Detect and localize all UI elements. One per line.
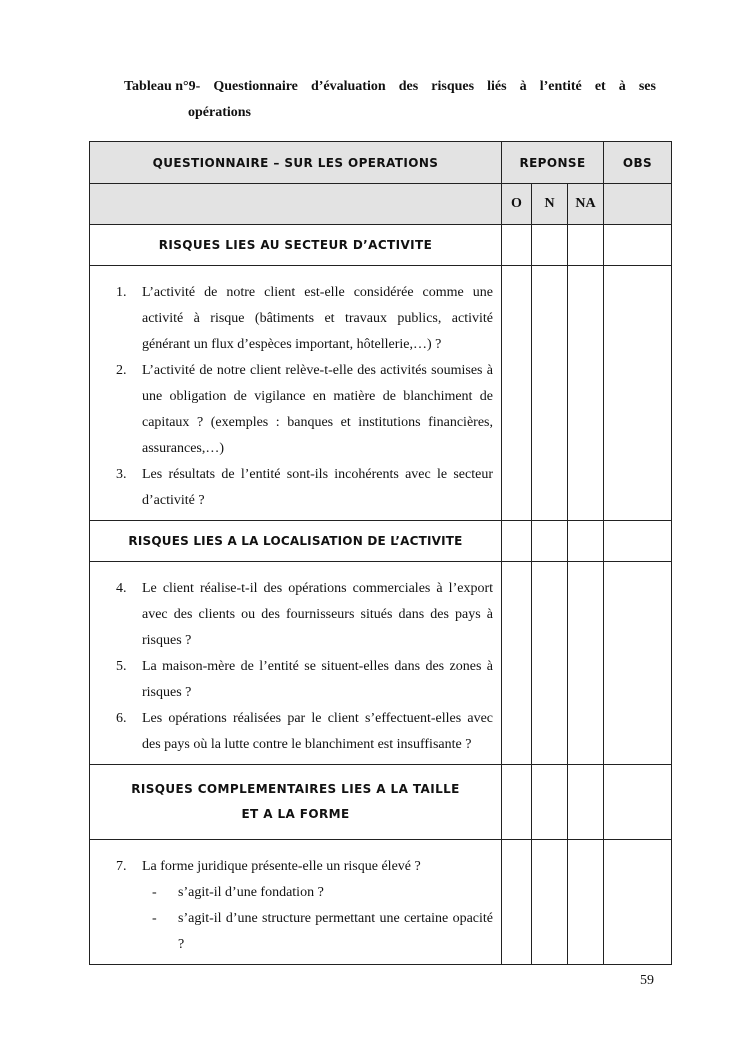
obs-cell[interactable] xyxy=(604,840,672,965)
question-text: s’agit-il d’une structure permettant une certaine opacité ? xyxy=(178,911,493,952)
question-number: 2. xyxy=(116,363,127,378)
caption-word: Questionnaire xyxy=(213,79,298,94)
answer-cell-o[interactable] xyxy=(502,266,532,521)
obs-cell[interactable] xyxy=(604,562,672,765)
header-obs: OBS xyxy=(604,142,672,184)
caption-word: à xyxy=(618,79,626,94)
question-number: 4. xyxy=(116,581,127,596)
section-title-row xyxy=(90,765,672,840)
subitem-dash: - xyxy=(152,911,157,926)
section-title-taille xyxy=(90,765,502,840)
question-text: L’activité de notre client relève-t-elle des activités soumises à une obligation de vigilance en matière de blanchiment de capitaux ? (exemples : banques et institutions financières, assurances,…) xyxy=(142,363,493,456)
question-text: Les résultats de l’entité sont-ils incohérents avec le secteur d’activité ? xyxy=(142,467,493,508)
question-text: L’activité de notre client est-elle considérée comme une activité à risque (bâtiments et travaux publics, activité générant un flux d’espèces important, hôtellerie,…) ? xyxy=(142,285,493,352)
answer-cell-n[interactable] xyxy=(532,840,568,965)
question-item xyxy=(116,462,493,514)
caption-word: liés xyxy=(487,79,507,94)
question-item xyxy=(116,358,493,462)
answer-cell-na[interactable] xyxy=(568,840,604,965)
obs-cell[interactable] xyxy=(604,225,672,266)
section-title-localisation: RISQUES LIES A LA LOCALISATION DE L’ACTIVITE xyxy=(90,521,502,562)
answer-cell-o[interactable] xyxy=(502,521,532,562)
header-col-n: N xyxy=(532,184,568,225)
obs-cell[interactable] xyxy=(604,266,672,521)
question-text: La maison-mère de l’entité se situent-elles dans des zones à risques ? xyxy=(142,659,493,700)
answer-cell-na[interactable] xyxy=(568,225,604,266)
caption-word: l’entité xyxy=(539,79,582,94)
answer-cell-na[interactable] xyxy=(568,765,604,840)
question-item xyxy=(116,706,493,758)
caption-line2: opérations xyxy=(188,105,251,120)
caption-word: des xyxy=(398,79,419,94)
answer-cell-na[interactable] xyxy=(568,521,604,562)
question-subitem xyxy=(116,906,493,958)
answer-cell-o[interactable] xyxy=(502,765,532,840)
page-number: 59 xyxy=(640,973,654,988)
caption-label: Tableau n°9- xyxy=(124,79,201,94)
caption-word: à xyxy=(519,79,527,94)
subheader-row xyxy=(90,184,672,225)
answer-cell-o[interactable] xyxy=(502,225,532,266)
question-number: 3. xyxy=(116,467,127,482)
question-text: Le client réalise-t-il des opérations commerciales à l’export avec des clients ou des fournisseurs situés dans des pays à risques ? xyxy=(142,581,493,648)
section-title-row xyxy=(90,225,672,266)
question-text: La forme juridique présente-elle un risque élevé ? xyxy=(142,859,421,874)
questions-row xyxy=(90,266,672,521)
answer-cell-n[interactable] xyxy=(532,225,568,266)
header-col-o: O xyxy=(502,184,532,225)
answer-cell-o[interactable] xyxy=(502,840,532,965)
question-number: 7. xyxy=(116,859,127,874)
section-title-line: ET A LA FORME xyxy=(241,807,350,821)
caption-word: et xyxy=(594,79,606,94)
answer-cell-na[interactable] xyxy=(568,266,604,521)
header-reponse: REPONSE xyxy=(502,142,604,184)
obs-cell[interactable] xyxy=(604,521,672,562)
questions-row xyxy=(90,840,672,965)
subitem-dash: - xyxy=(152,885,157,900)
question-item xyxy=(116,854,493,880)
answer-cell-n[interactable] xyxy=(532,765,568,840)
question-item xyxy=(116,280,493,358)
table-caption xyxy=(124,74,656,126)
question-item xyxy=(116,576,493,654)
question-number: 5. xyxy=(116,659,127,674)
caption-word: ses xyxy=(638,79,656,94)
header-questionnaire: QUESTIONNAIRE – SUR LES OPERATIONS xyxy=(90,142,502,184)
questions-row xyxy=(90,562,672,765)
subheader-empty-cell xyxy=(90,184,502,225)
answer-cell-na[interactable] xyxy=(568,562,604,765)
section-title-row xyxy=(90,521,672,562)
question-item xyxy=(116,654,493,706)
obs-cell[interactable] xyxy=(604,765,672,840)
header-col-na: NA xyxy=(568,184,604,225)
question-text: s’agit-il d’une fondation ? xyxy=(178,885,324,900)
question-number: 6. xyxy=(116,711,127,726)
question-number: 1. xyxy=(116,285,127,300)
caption-word: risques xyxy=(431,79,475,94)
question-subitem xyxy=(116,880,493,906)
questionnaire-table xyxy=(89,141,672,965)
section-title-secteur: RISQUES LIES AU SECTEUR D’ACTIVITE xyxy=(90,225,502,266)
answer-cell-n[interactable] xyxy=(532,266,568,521)
answer-cell-n[interactable] xyxy=(532,562,568,765)
subheader-obs-cell xyxy=(604,184,672,225)
section-title-line: RISQUES COMPLEMENTAIRES LIES A LA TAILLE xyxy=(131,782,460,796)
caption-word: d’évaluation xyxy=(310,79,386,94)
question-text: Les opérations réalisées par le client s’effectuent-elles avec des pays où la lutte contre le blanchiment est insuffisante ? xyxy=(142,711,493,752)
answer-cell-n[interactable] xyxy=(532,521,568,562)
header-row xyxy=(90,142,672,184)
answer-cell-o[interactable] xyxy=(502,562,532,765)
